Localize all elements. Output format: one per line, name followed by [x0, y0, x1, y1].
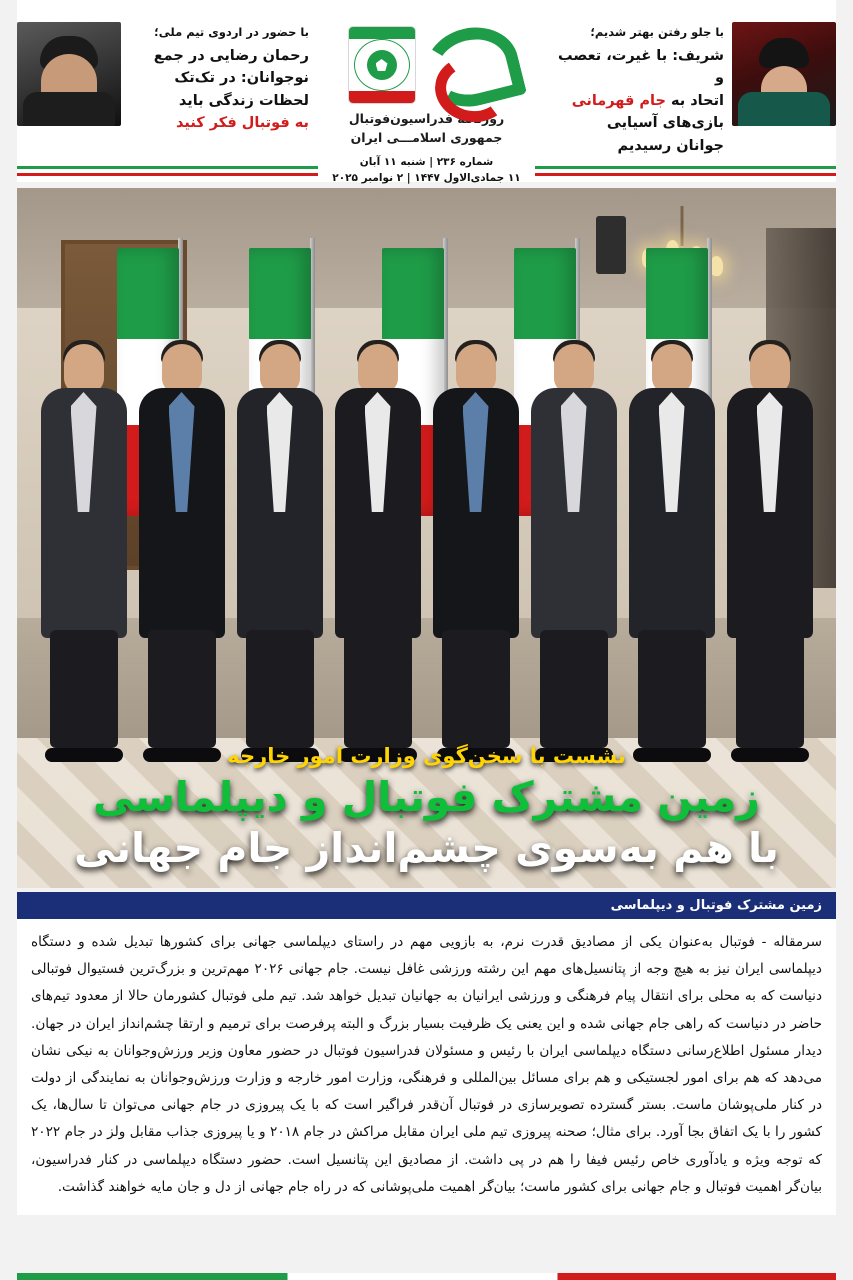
- teaser-left-line1: رحمان رضایی در جمع: [153, 47, 309, 64]
- article-section-title: زمین مشترک فوتبال و دیپلماسی: [17, 892, 836, 919]
- logo-caption-line2: جمهوری اسلامـــی ایران: [350, 129, 503, 145]
- tricolor-rule-left: [17, 166, 318, 177]
- teaser-left-kicker: با حضور در اردوی تیم ملی؛: [154, 25, 309, 39]
- issue-line-1: شماره ۲۳۶ | شنبه ۱۱ آبان: [359, 156, 494, 169]
- article-body: [17, 919, 836, 1207]
- teaser-right-line3: بازی‌های آسیایی: [606, 115, 724, 132]
- teaser-left-line4: به فوتبال فکر کنید: [176, 115, 309, 132]
- lead-article: [17, 892, 836, 1215]
- hero-title-line-2: با هم به‌سوی چشم‌انداز جام جهانی: [74, 824, 779, 873]
- person-figure: [722, 338, 818, 768]
- teaser-left-photo: [17, 22, 121, 126]
- teaser-right-line1: شریف: با غیرت، تعصب و: [557, 47, 724, 87]
- teaser-right-text: [544, 22, 724, 157]
- person-figure: [232, 338, 328, 768]
- masthead-logo[interactable]: [309, 22, 544, 160]
- hero-photo[interactable]: [17, 188, 836, 888]
- teaser-right-kicker: با جلو رفتن بهتر شدیم؛: [590, 25, 724, 39]
- person-figure: [36, 338, 132, 768]
- issue-info: [318, 155, 534, 187]
- issue-line-2: ۱۱ جمادی‌الاول ۱۴۴۷ | ۲ نوامبر ۲۰۲۵: [332, 172, 521, 184]
- person-figure: [330, 338, 426, 768]
- person-figure: [134, 338, 230, 768]
- logo-row: [349, 26, 505, 104]
- person-figure: [624, 338, 720, 768]
- hero-kicker: نشست با سخن‌گوی وزارت امور خارجه: [227, 744, 626, 769]
- hero-headline-overlay: [17, 744, 836, 888]
- person-figure: [428, 338, 524, 768]
- article-paragraph: سرمقاله - فوتبال به‌عنوان یکی از مصادیق قدرت نرم، به بازویی مهم در راستای دیپلماسی جهانی برای کشورها تبدیل شده و دستگاه دیپلماسی ایران نیز به هیچ وجه از پتانسیل‌های مهم این رشته ورزشی غافل نیست. جام جهانی ۲۰۲۶ مهم‌ترین و بزرگ‌ترین فستیوال فوتبالی دنیاست که به محلی برای انتقال پیام فرهنگی و ورزشی ایرانیان به جهانیان تبدیل خواهد شد. تیم ملی فوتبال کشورمان حالا از معدود تیم‌های حاضر در دنیاست که راهی جام جهانی شده و این یعنی یک ظرفیت بسیار بزرگ و البته پرفرصت برای ترمیم و ارتقا چشم‌انداز ایران در جهان. دیدار مسئول اطلاع‌رسانی دستگاه دیپلماسی ایران با رئیس و مسئولان فدراسیون فوتبال در حضور معاون وزیر ورزش‌وجوانان به نیکی نشان می‌دهد که هم برای امور لجستیکی و هم برای مسائل بین‌المللی و فرهنگی، وزارت امور خارجه و وزارت ورزش‌وجوانان به نمایندگی از دولت در کنار ملی‌پوشان ماست. بستر گسترده تصویرسازی در فوتبال آن‌قدر فراگیر است که با یک پیروزی در جام جهانی می‌توان تا سال‌ها، یک کشور را با یک اتفاق بجا آورد. برای مثال؛ صحنه پیروزی تیم ملی ایران مقابل مراکش در جام ۲۰۱۸ و یا پیروزی جذاب مقابل ولز در جام ۲۰۲۲ که توجه ویژه و یادآوری خاص رئیس فیفا را هم در پی داشت. از مصادیق این پتانسیل است. حضور دستگاه دیپلماسی در کنار فدراسیون، بیان‌گر اهمیت فوتبال و جام جهانی برای کشور ماست؛ بیان‌گر اهمیت ملی‌پوشانی که در راه جام جهانی از دل و جان مایه خواهند گذاشت.: [31, 934, 822, 1195]
- teaser-left[interactable]: [17, 22, 309, 160]
- teaser-left-line3: لحظات زندگی باید: [178, 92, 309, 109]
- tricolor-rule-right: [535, 166, 836, 177]
- teaser-left-text: [129, 22, 309, 135]
- masthead: [17, 0, 836, 160]
- federation-emblem-icon: [349, 27, 415, 103]
- football-swoosh-icon: [421, 26, 505, 104]
- bottom-tricolor-rule: [17, 1273, 836, 1280]
- hero-group-photo-people: [17, 328, 836, 768]
- teaser-right[interactable]: [544, 22, 836, 160]
- issue-band: [17, 156, 836, 184]
- logo-caption-line1: روزنامه فدراسیون‌فوتبال: [348, 111, 505, 126]
- person-figure: [526, 338, 622, 768]
- teaser-right-line2-prefix: اتحاد به: [665, 92, 724, 109]
- teaser-right-line4: جوانان رسیدیم: [617, 137, 724, 154]
- hero-title-line-1: زمین مشترک فوتبال و دیپلماسی: [93, 773, 760, 822]
- teaser-left-line2: نوجوانان: در تک‌تک: [174, 70, 309, 87]
- teaser-right-line2-highlight: جام قهرمانی: [571, 92, 666, 109]
- teaser-right-photo: [732, 22, 836, 126]
